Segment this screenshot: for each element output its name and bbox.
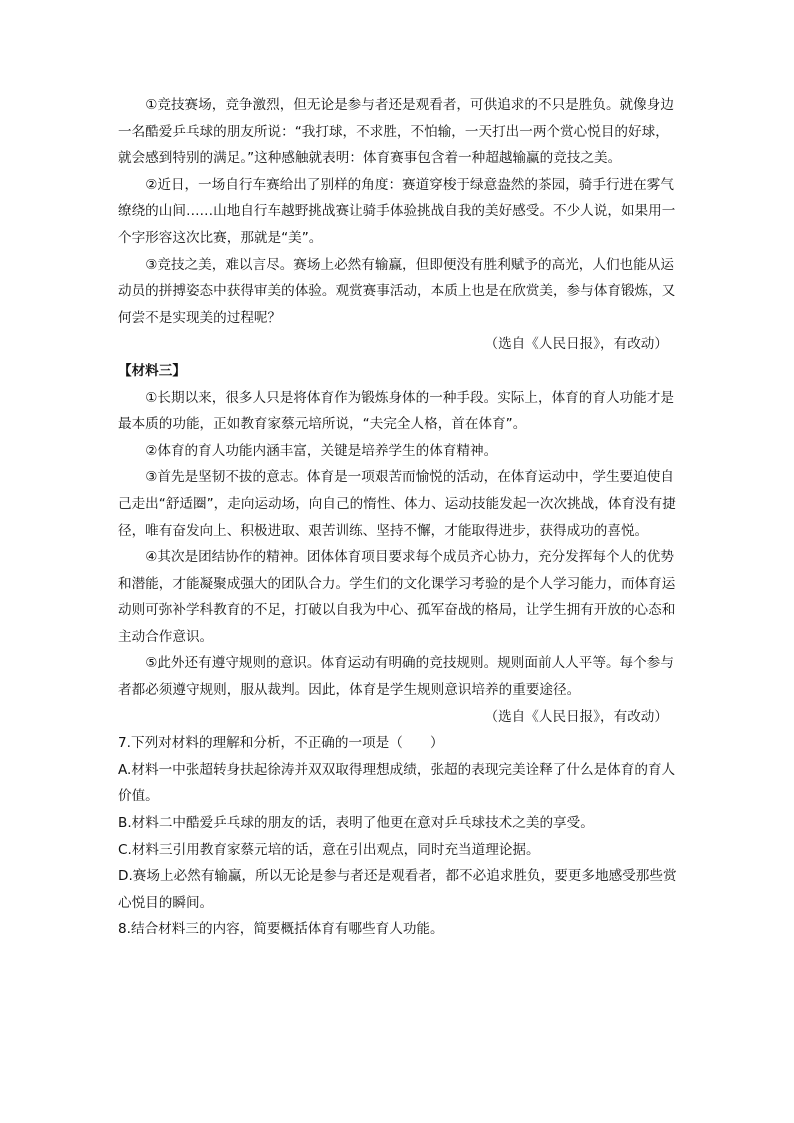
material2-source: （选自《人民日报》，有改动） [484,336,668,353]
question-7-option-b: B.材料二中酷爱乒乓球的朋友的话，表明了他更在意对乒乓球技术之美的享受。 [118,815,594,832]
question-7-option-d: D.赛场上必然有输赢，所以无论是参与者还是观看者，都不必追求胜负，要更多地感受那些赏心悦目的瞬间。 [118,868,677,911]
material3-source: （选自《人民日报》，有改动） [484,708,668,725]
material3-paragraph-5: ⑤此外还有遵守规则的意识。体育运动有明确的竞技规则。规则面前人人平等。每个参与者都必须遵守规则，服从裁判。因此，体育是学生规则意识培养的重要途径。 [118,655,674,699]
question-7: 7.下列对材料的理解和分析，不正确的一项是（ ） [118,735,444,752]
question-7-option-a: A.材料一中张超转身扶起徐涛并双双取得理想成绩，张超的表现完美诠释了什么是体育的育人价值。 [118,761,676,805]
question-7-option-c: C.材料三引用教育家蔡元培的话，意在引出观点，同时充当道理论据。 [118,841,540,858]
material2-paragraph-2: ②近日，一场自行车赛给出了别样的角度：赛道穿梭于绿意盎然的茶园，骑手行进在雾气缭绕的山间……山地自行车越野挑战赛让骑手体验挑战自我的美好感受。不少人说，如果用一个字形容这次比赛，那就是“美”。 [118,176,676,246]
material3-paragraph-1: ①长期以来，很多人只是将体育作为锻炼身体的一种手段。实际上，体育的育人功能才是最本质的功能，正如教育家蔡元培所说，“夫完全人格，首在体育”。 [118,389,674,433]
material2-paragraph-3: ③竞技之美，难以言尽。赛场上必然有输赢，但即便没有胜利赋予的高光，人们也能从运动员的拼搏姿态中获得审美的体验。观赏赛事活动，本质上也是在欣赏美，参与体育锻炼，又何尝不是实现美的过程呢？ [118,256,676,326]
document-content [118,92,678,943]
material2-paragraph-1: ①竞技赛场，竞争激烈，但无论是参与者还是观看者，可供追求的不只是胜负。就像身边一名酷爱乒乓球的朋友所说：“我打球，不求胜，不怕输，一天打出一两个赏心悦目的好球，就会感到特别的满足。”这种感触就表明：体育赛事包含着一种超越输赢的竞技之美。 [118,97,674,167]
question-8: 8.结合材料三的内容，简要概括体育有哪些育人功能。 [118,921,444,938]
material3-paragraph-2: ②体育的育人功能内涵丰富，关键是培养学生的体育精神。 [145,442,498,459]
material3-heading: 【材料三】 [118,362,186,379]
material3-paragraph-3: ③首先是坚韧不拔的意志。体育是一项艰苦而愉悦的活动，在体育运动中，学生要迫使自己走出“舒适圈”，走向运动场，向自己的惰性、体力、运动技能发起一次次挑战，体育没有捷径，唯有奋发向上、积极进取、艰苦训练、坚持不懈，才能取得进步，获得成功的喜悦。 [118,469,676,539]
material3-paragraph-4: ④其次是团结协作的精神。团体体育项目要求每个成员齐心协力，充分发挥每个人的优势和潜能，才能凝聚成强大的团队合力。学生们的文化课学习考验的是个人学习能力，而体育运动则可弥补学科教育的不足，打破以自我为中心、孤军奋战的格局，让学生拥有开放的心态和主动合作意识。 [118,549,676,645]
